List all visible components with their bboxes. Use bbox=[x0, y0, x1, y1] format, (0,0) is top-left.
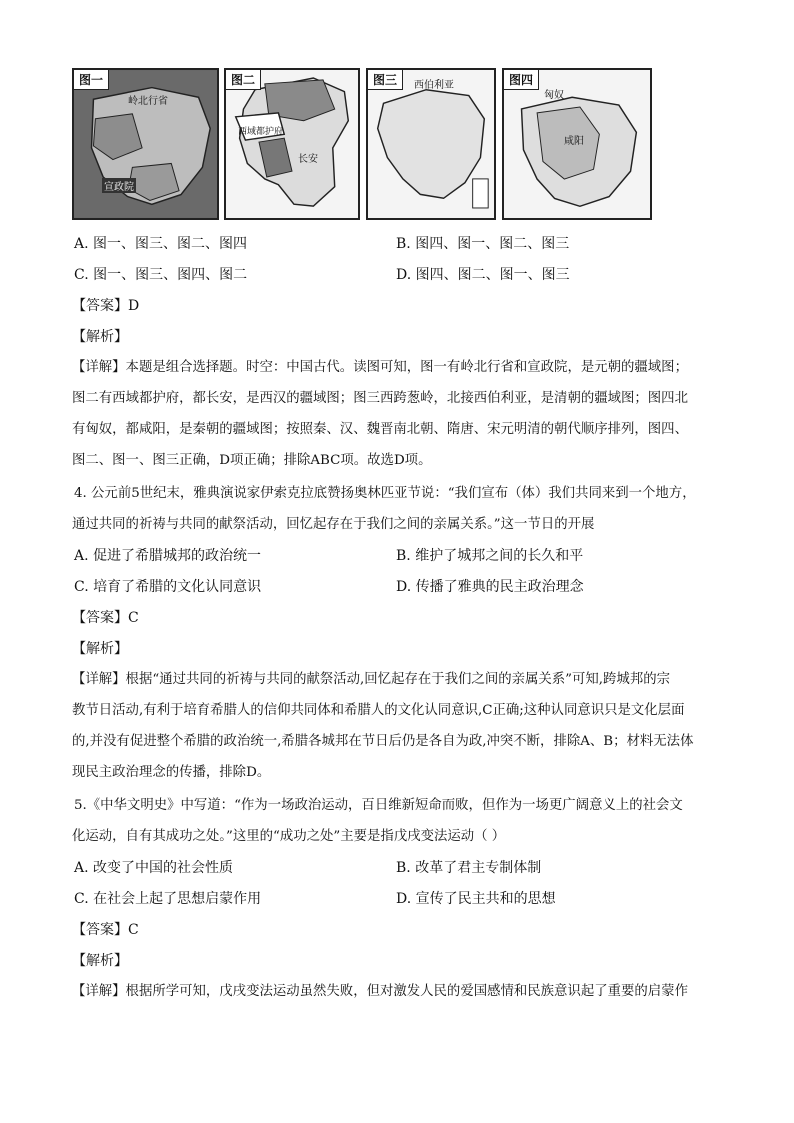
q5-option-c: C. 在社会上起了思想启蒙作用 bbox=[74, 891, 262, 907]
q4-stem-2: 通过共同的祈祷与共同的献祭活动，回忆起存在于我们之间的亲属关系。”这一节日的开展 bbox=[72, 517, 595, 532]
map-4-tag: 图四 bbox=[504, 70, 539, 90]
q4-detail-3: 的,并没有促进整个希腊的政治统一,希腊各城邦在节日后仍是各自为政,冲突不断，排除A、B；材料无法体 bbox=[72, 734, 694, 749]
q4-answer: 【答案】C bbox=[72, 610, 139, 626]
map-2-label-xiyu: 西域都护府 bbox=[238, 127, 284, 137]
map-4-label-xianyang: 咸阳 bbox=[564, 136, 584, 147]
q3-option-c: C. 图一、图三、图四、图二 bbox=[74, 267, 248, 283]
map-3-label-siberia: 西伯利亚 bbox=[414, 80, 454, 91]
map-3-shape bbox=[368, 70, 494, 218]
map-3 bbox=[366, 68, 496, 220]
q4-detail-2: 教节日活动,有利于培育希腊人的信仰共同体和希腊人的文化认同意识,C正确;这种认同意识只是文化层面 bbox=[72, 703, 685, 718]
q3-option-b: B. 图四、图一、图二、图三 bbox=[396, 236, 570, 252]
q4-option-b: B. 维护了城邦之间的长久和平 bbox=[396, 548, 584, 564]
map-4 bbox=[502, 68, 652, 220]
q4-stem-1: 4. 公元前5世纪末，雅典演说家伊索克拉底赞扬奥林匹亚节说：“我们宣布（体）我们共同来到一个地方， bbox=[74, 486, 696, 501]
q3-analysis: 【解析】 bbox=[72, 329, 128, 345]
q5-option-d: D. 宣传了民主共和的思想 bbox=[396, 891, 556, 907]
q3-answer: 【答案】D bbox=[72, 298, 140, 314]
q3-option-a: A. 图一、图三、图二、图四 bbox=[74, 236, 248, 252]
map-1-label-xuanzheng: 宣政院 bbox=[102, 178, 136, 193]
map-1-tag: 图一 bbox=[74, 70, 109, 90]
map-3-tag: 图三 bbox=[368, 70, 403, 90]
q5-detail-1: 【详解】根据所学可知，戊戌变法运动虽然失败，但对激发人民的爱国感情和民族意识起了重要的启蒙作 bbox=[72, 984, 688, 999]
q3-detail-2: 图二有西域都护府，都长安，是西汉的疆域图；图三西跨葱岭，北接西伯利亚，是清朝的疆域图；图四北 bbox=[72, 391, 688, 406]
q5-stem-1: 5.《中华文明史》中写道：“作为一场政治运动，百日维新短命而败，但作为一场更广阔意义上的社会文 bbox=[74, 798, 683, 813]
map-1-label-lingbei: 岭北行省 bbox=[128, 96, 168, 107]
q3-detail-4: 图二、图一、图三正确，D项正确；排除ABC项。故选D项。 bbox=[72, 453, 432, 468]
map-2-shape bbox=[226, 70, 358, 218]
q4-detail-4: 现民主政治理念的传播，排除D。 bbox=[72, 765, 271, 780]
map-2-tag: 图二 bbox=[226, 70, 261, 90]
map-1 bbox=[72, 68, 219, 220]
q4-option-d: D. 传播了雅典的民主政治理念 bbox=[396, 579, 584, 595]
q4-option-c: C. 培育了希腊的文化认同意识 bbox=[74, 579, 262, 595]
q5-option-b: B. 改革了君主专制体制 bbox=[396, 860, 542, 876]
q3-detail-3: 有匈奴，都咸阳，是秦朝的疆域图；按照秦、汉、魏晋南北朝、隋唐、宋元明清的朝代顺序排列，图四、 bbox=[72, 422, 688, 437]
q4-analysis: 【解析】 bbox=[72, 641, 128, 657]
q3-option-d: D. 图四、图二、图一、图三 bbox=[396, 267, 570, 283]
q4-detail-1: 【详解】根据“通过共同的祈祷与共同的献祭活动,回忆起存在于我们之间的亲属关系”可知,跨城邦的宗 bbox=[72, 672, 670, 687]
q5-option-a: A. 改变了中国的社会性质 bbox=[74, 860, 234, 876]
q5-analysis: 【解析】 bbox=[72, 953, 128, 969]
q4-option-a: A. 促进了希腊城邦的政治统一 bbox=[74, 548, 262, 564]
q5-answer: 【答案】C bbox=[72, 922, 139, 938]
map-strip bbox=[72, 68, 752, 220]
map-4-label-xiongnu: 匈奴 bbox=[544, 90, 564, 101]
map-2-label-changan: 长安 bbox=[298, 154, 318, 165]
map-2 bbox=[224, 68, 360, 220]
q3-detail-1: 【详解】本题是组合选择题。时空：中国古代。读图可知，图一有岭北行省和宣政院，是元朝的疆域图； bbox=[72, 360, 688, 375]
q5-stem-2: 化运动，自有其成功之处。”这里的“成功之处”主要是指戊戌变法运动（ ） bbox=[72, 829, 506, 844]
